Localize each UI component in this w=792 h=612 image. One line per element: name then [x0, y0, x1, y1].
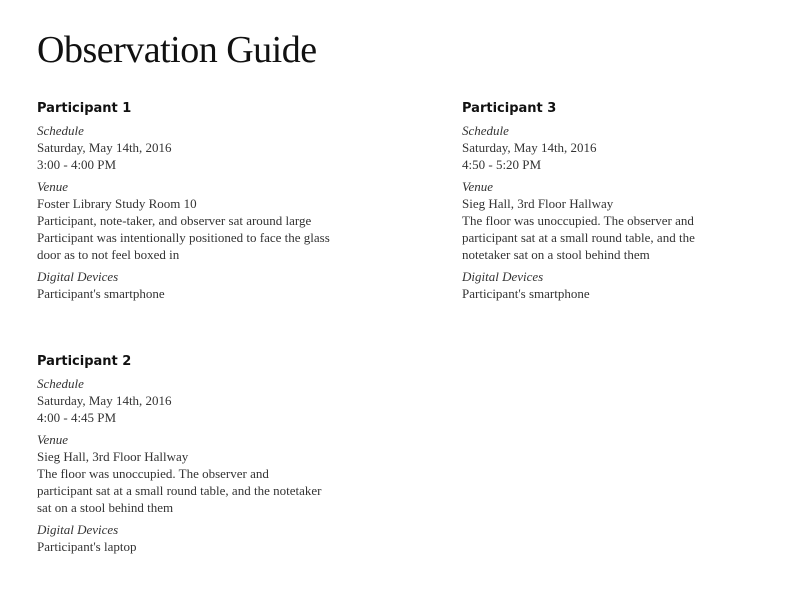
participant-name: Participant 2	[37, 354, 132, 369]
devices-label: Digital Devices	[37, 269, 119, 284]
schedule-date: Saturday, May 14th, 2016	[37, 393, 172, 408]
schedule-section	[462, 122, 792, 173]
venue-line: participant sat at a small round table, and the notetaker	[37, 483, 322, 498]
schedule-date: Saturday, May 14th, 2016	[462, 140, 597, 155]
venue-section	[462, 178, 792, 263]
venue-line: participant sat at a small round table, and the	[462, 230, 695, 245]
participant-2-block	[37, 353, 367, 560]
schedule-section	[37, 122, 367, 173]
page-title: Observation Guide	[37, 29, 317, 71]
schedule-time: 4:50 - 5:20 PM	[462, 157, 542, 172]
schedule-date: Saturday, May 14th, 2016	[37, 140, 172, 155]
devices-section	[37, 521, 367, 555]
venue-label: Venue	[37, 432, 69, 447]
devices-section	[462, 268, 792, 302]
device-item: Participant's smartphone	[462, 286, 590, 301]
participant-3-block	[462, 100, 792, 307]
devices-label: Digital Devices	[462, 269, 544, 284]
participant-name: Participant 1	[37, 101, 132, 116]
venue-line: Foster Library Study Room 10	[37, 196, 197, 211]
device-item: Participant's smartphone	[37, 286, 165, 301]
devices-label: Digital Devices	[37, 522, 119, 537]
schedule-time: 3:00 - 4:00 PM	[37, 157, 117, 172]
venue-line: The floor was unoccupied. The observer and	[462, 213, 694, 228]
schedule-section	[37, 375, 367, 426]
venue-line: The floor was unoccupied. The observer and	[37, 466, 269, 481]
schedule-label: Schedule	[37, 376, 84, 391]
venue-label: Venue	[37, 179, 69, 194]
venue-line: door as to not feel boxed in	[37, 247, 180, 262]
venue-line: notetaker sat on a stool behind them	[462, 247, 650, 262]
venue-line: Sieg Hall, 3rd Floor Hallway	[37, 449, 189, 464]
schedule-label: Schedule	[462, 123, 509, 138]
venue-section	[37, 431, 367, 516]
participant-name: Participant 3	[462, 101, 557, 116]
devices-section	[37, 268, 367, 302]
participant-1-block	[37, 100, 367, 307]
venue-line: sat on a stool behind them	[37, 500, 174, 515]
schedule-time: 4:00 - 4:45 PM	[37, 410, 117, 425]
schedule-label: Schedule	[37, 123, 84, 138]
venue-section	[37, 178, 367, 263]
device-item: Participant's laptop	[37, 539, 137, 554]
venue-line: Participant was intentionally positioned to face the glass	[37, 230, 330, 245]
venue-line: Sieg Hall, 3rd Floor Hallway	[462, 196, 614, 211]
venue-label: Venue	[462, 179, 494, 194]
venue-line: Participant, note-taker, and observer sat around large	[37, 213, 312, 228]
